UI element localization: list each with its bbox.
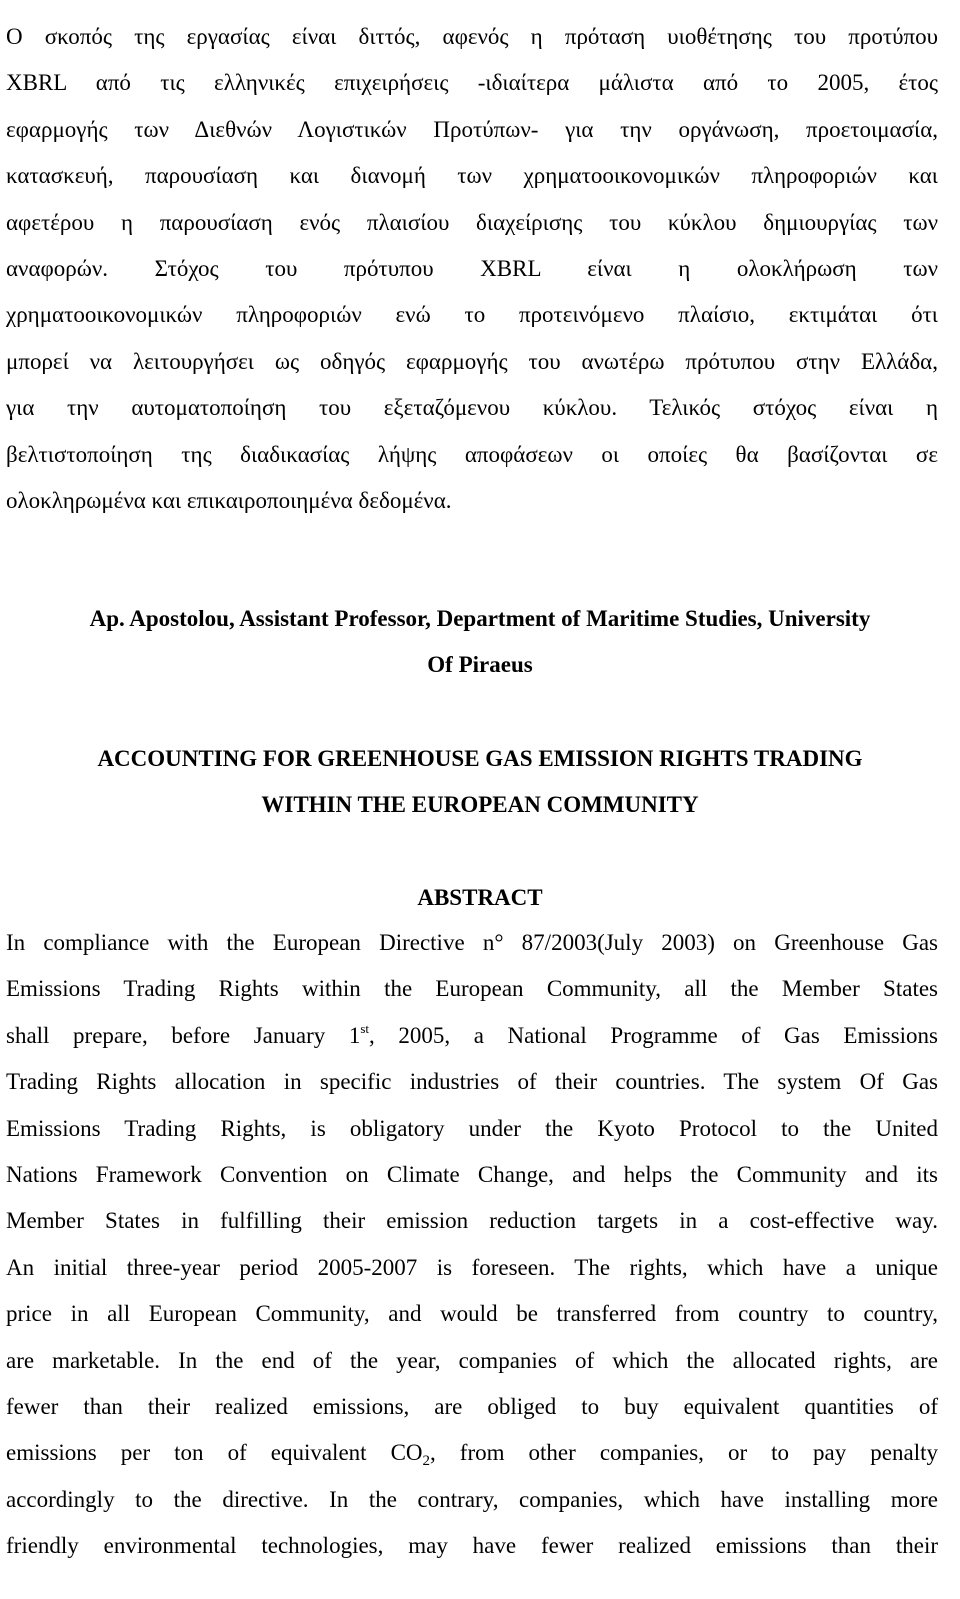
text-segment: , 2005, a National Programme of Gas Emissions (369, 1022, 938, 1048)
author-line: Of Piraeus (427, 652, 533, 678)
subscript: 2 (422, 1453, 431, 1470)
text-line: Trading Rights allocation in specific industries of their countries. The system Of Gas (6, 1069, 938, 1095)
paper-title (0, 736, 960, 829)
text-line: price in all European Community, and would be transferred from country to country, (6, 1301, 938, 1327)
abstract-paragraph (6, 920, 938, 1570)
text-line (6, 1013, 938, 1059)
text-line: An initial three-year period 2005-2007 is foreseen. The rights, which have a unique (6, 1254, 938, 1280)
text-line: χρηματοοικονομικών πληροφοριών ενώ το προτεινόμενο πλαίσιο, εκτιμάται ότι (6, 302, 938, 328)
text-line: Emissions Trading Rights within the European Community, all the Member States (6, 976, 938, 1002)
text-line: αφετέρου η παρουσίαση ενός πλαισίου διαχείρισης του κύκλου δημιουργίας των (6, 209, 938, 235)
text-line: για την αυτοματοποίηση του εξεταζόμενου κύκλου. Τελικός στόχος είναι η (6, 395, 938, 421)
text-line: Nations Framework Convention on Climate Change, and helps the Community and its (6, 1162, 938, 1188)
title-line: ACCOUNTING FOR GREENHOUSE GAS EMISSION RIGHTS TRADING (97, 746, 863, 771)
greek-paragraph (6, 14, 938, 524)
text-line: are marketable. In the end of the year, companies of which the allocated rights, are (6, 1347, 938, 1373)
text-line: fewer than their realized emissions, are obliged to buy equivalent quantities of (6, 1394, 938, 1420)
text-line: accordingly to the directive. In the contrary, companies, which have installing more (6, 1486, 938, 1512)
superscript: st (360, 1020, 370, 1036)
text-line: κατασκευή, παρουσίαση και διανομή των χρηματοοικονομικών πληροφοριών και (6, 163, 938, 189)
text-segment: shall prepare, before January 1 (6, 1022, 361, 1048)
text-line: In compliance with the European Directive n° 87/2003(July 2003) on Greenhouse Gas (6, 930, 938, 955)
text-line (6, 1430, 938, 1476)
text-segment: emissions per ton of equivalent CO (6, 1440, 423, 1466)
text-line: εφαρμογής των Διεθνών Λογιστικών Προτύπων- για την οργάνωση, προετοιμασία, (6, 116, 938, 142)
text-line: friendly environmental technologies, may have fewer realized emissions than their (6, 1533, 938, 1559)
text-line: Emissions Trading Rights, is obligatory under the Kyoto Protocol to the United (6, 1115, 938, 1141)
text-line: Ο σκοπός της εργασίας είναι διττός, αφενός η πρόταση υιοθέτησης του προτύπου (6, 24, 938, 49)
author-affiliation (0, 596, 960, 689)
text-line: XBRL από τις ελληνικές επιχειρήσεις -ιδιαίτερα μάλιστα από το 2005, έτος (6, 70, 938, 96)
text-line: βελτιστοποίηση της διαδικασίας λήψης αποφάσεων οι οποίες θα βασίζονται σε (6, 441, 938, 467)
text-line: αναφορών. Στόχος του πρότυπου XBRL είναι η ολοκλήρωση των (6, 256, 938, 282)
title-line: WITHIN THE EUROPEAN COMMUNITY (261, 792, 699, 818)
author-line: Ap. Apostolou, Assistant Professor, Department of Maritime Studies, University (89, 606, 871, 631)
text-line: Member States in fulfilling their emission reduction targets in a cost-effective way. (6, 1208, 938, 1234)
text-line: ολοκληρωμένα και επικαιροποιημένα δεδομένα. (6, 488, 452, 514)
text-line: μπορεί να λειτουργήσει ως οδηγός εφαρμογής του ανωτέρω πρότυπου στην Ελλάδα, (6, 348, 938, 374)
text-segment: , from other companies, or to pay penalty (430, 1440, 938, 1466)
abstract-heading: ABSTRACT (417, 885, 543, 910)
